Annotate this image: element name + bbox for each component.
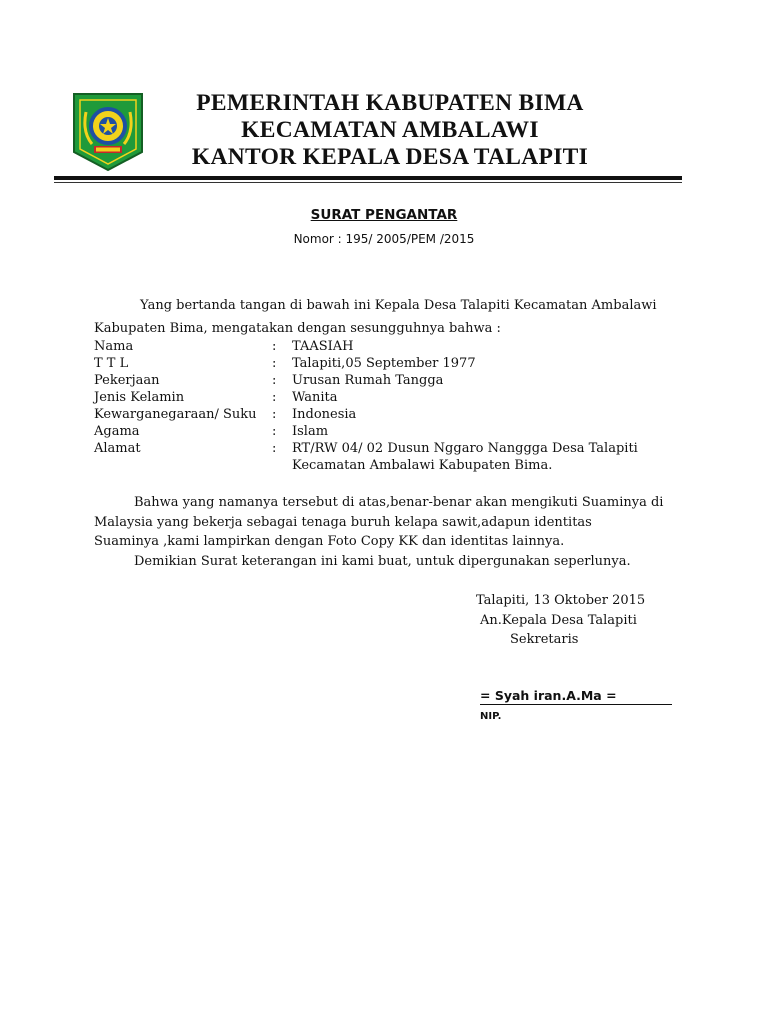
- intro-line-1: Yang bertanda tangan di bawah ini Kepala Desa Talapiti Kecamatan Ambalawi: [140, 298, 657, 313]
- body-line-2: Malaysia yang bekerja sebagai tenaga buruh kelapa sawit,adapun identitas: [94, 515, 592, 530]
- regency-logo: [72, 92, 144, 172]
- field-colon: :: [272, 356, 277, 371]
- signatory-nip: NIP.: [480, 711, 502, 722]
- closing-line: Demikian Surat keterangan ini kami buat, untuk dipergunakan seperlunya.: [134, 554, 631, 569]
- letterhead-divider-thick: [54, 176, 682, 180]
- place-date: Talapiti, 13 Oktober 2015: [476, 593, 646, 608]
- letter-title: SURAT PENGANTAR: [310, 207, 458, 223]
- field-label: Jenis Kelamin: [94, 390, 185, 405]
- field-label: T T L: [94, 356, 129, 371]
- field-value: Wanita: [292, 390, 338, 405]
- intro-line-2: Kabupaten Bima, mengatakan dengan sesungguhnya bahwa :: [94, 321, 501, 336]
- letterhead-line-2: KECAMATAN AMBALAWI: [241, 117, 539, 143]
- field-label: Nama: [94, 339, 134, 354]
- letterhead-divider-thin: [54, 182, 682, 183]
- signatory-name: = Syah iran.A.Ma =: [480, 688, 672, 705]
- field-colon: :: [272, 407, 277, 422]
- field-value: TAASIAH: [292, 339, 354, 354]
- field-colon: :: [272, 390, 277, 405]
- field-label: Kewarganegaraan/ Suku: [94, 407, 257, 422]
- field-colon: :: [272, 424, 277, 439]
- field-value: RT/RW 04/ 02 Dusun Nggaro Nanggga Desa Talapiti: [292, 441, 638, 456]
- field-colon: :: [272, 373, 277, 388]
- letterhead: [150, 90, 630, 171]
- signatory-position: Sekretaris: [510, 632, 579, 647]
- field-value: Indonesia: [292, 407, 357, 422]
- address-continuation: Kecamatan Ambalawi Kabupaten Bima.: [292, 458, 553, 473]
- field-label: Agama: [94, 424, 140, 439]
- letter-number: Nomor : 195/ 2005/PEM /2015: [293, 232, 475, 246]
- body-line-3: Suaminya ,kami lampirkan dengan Foto Copy KK dan identitas lainnya.: [94, 534, 565, 549]
- field-colon: :: [272, 339, 277, 354]
- field-value: Islam: [292, 424, 329, 439]
- on-behalf-line: An.Kepala Desa Talapiti: [480, 613, 637, 628]
- letterhead-line-1: PEMERINTAH KABUPATEN BIMA: [196, 90, 584, 116]
- field-label: Pekerjaan: [94, 373, 160, 388]
- field-value: Urusan Rumah Tangga: [292, 373, 444, 388]
- field-label: Alamat: [94, 441, 141, 456]
- letterhead-line-3: KANTOR KEPALA DESA TALAPITI: [191, 144, 589, 170]
- field-colon: :: [272, 441, 277, 456]
- field-value: Talapiti,05 September 1977: [292, 356, 476, 371]
- body-line-1: Bahwa yang namanya tersebut di atas,benar-benar akan mengikuti Suaminya di: [134, 495, 664, 510]
